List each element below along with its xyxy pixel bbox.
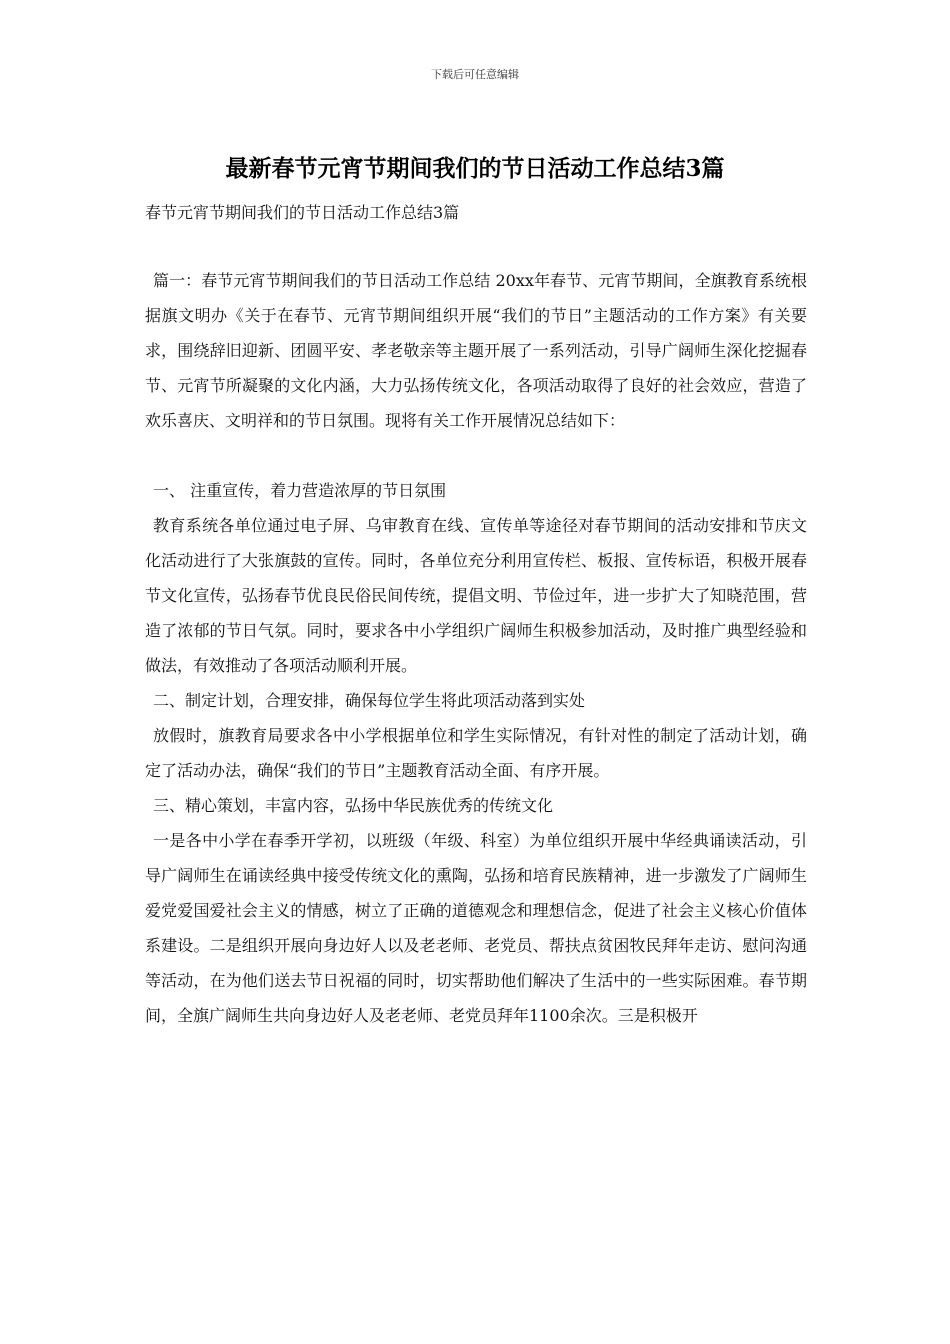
document-subtitle: 春节元宵节期间我们的节日活动工作总结3篇 (145, 203, 460, 222)
section-heading-3: 三、精心策划，丰富内容，弘扬中华民族优秀的传统文化 (153, 796, 554, 815)
document-body (145, 263, 807, 1033)
intro-paragraph: 篇一：春节元宵节期间我们的节日活动工作总结 20xx年春节、元宵节期间，全旗教育系统根据旗文明办《关于在春节、元宵节期间组织开展“我们的节日”主题活动的工作方案》有关要求，围绕辞旧迎新、团圆平安、孝老敬亲等主题开展了一系列活动，引导广阔师生深化挖掘春节、元宵节所凝聚的文化内涵，大力弘扬传统文化，各项活动取得了良好的社会效应，营造了欢乐喜庆、文明祥和的节日氛围。现将有关工作开展情况总结如下： (145, 271, 807, 430)
section-heading-1: 一、 注重宣传，着力营造浓厚的节日氛围 (153, 481, 447, 500)
section-paragraph-3: 一是各中小学在春季开学初，以班级（年级、科室）为单位组织开展中华经典诵读活动，引导广阔师生在诵读经典中接受传统文化的熏陶，弘扬和培育民族精神，进一步激发了广阔师生爱党爱国爱社会主义的情感，树立了正确的道德观念和理想信念，促进了社会主义核心价值体系建设。二是组织开展向身边好人以及老老师、老党员、帮扶点贫困牧民拜年走访、慰问沟通等活动，在为他们送去节日祝福的同时，切实帮助他们解决了生活中的一些实际困难。春节期间，全旗广阔师生共向身边好人及老老师、老党员拜年1100余次。三是积极开 (145, 831, 807, 1025)
section-paragraph-2: 放假时，旗教育局要求各中小学根据单位和学生实际情况，有针对性的制定了活动计划，确定了活动办法，确保“我们的节日”主题教育活动全面、有序开展。 (145, 726, 807, 780)
section-paragraph-1: 教育系统各单位通过电子屏、乌审教育在线、宣传单等途径对春节期间的活动安排和节庆文化活动进行了大张旗鼓的宣传。同时，各单位充分利用宣传栏、板报、宣传标语，积极开展春节文化宣传，弘扬春节优良民俗民间传统，提倡文明、节俭过年，进一步扩大了知晓范围，营造了浓郁的节日气氛。同时，要求各中小学组织广阔师生积极参加活动，及时推广典型经验和做法，有效推动了各项活动顺利开展。 (145, 516, 807, 675)
document-title: 最新春节元宵节期间我们的节日活动工作总结3篇 (225, 155, 725, 182)
page-header-note: 下载后可任意编辑 (431, 68, 519, 81)
paragraph-gap (145, 438, 807, 473)
section-heading-2: 二、制定计划，合理安排，确保每位学生将此项活动落到实处 (153, 691, 586, 710)
